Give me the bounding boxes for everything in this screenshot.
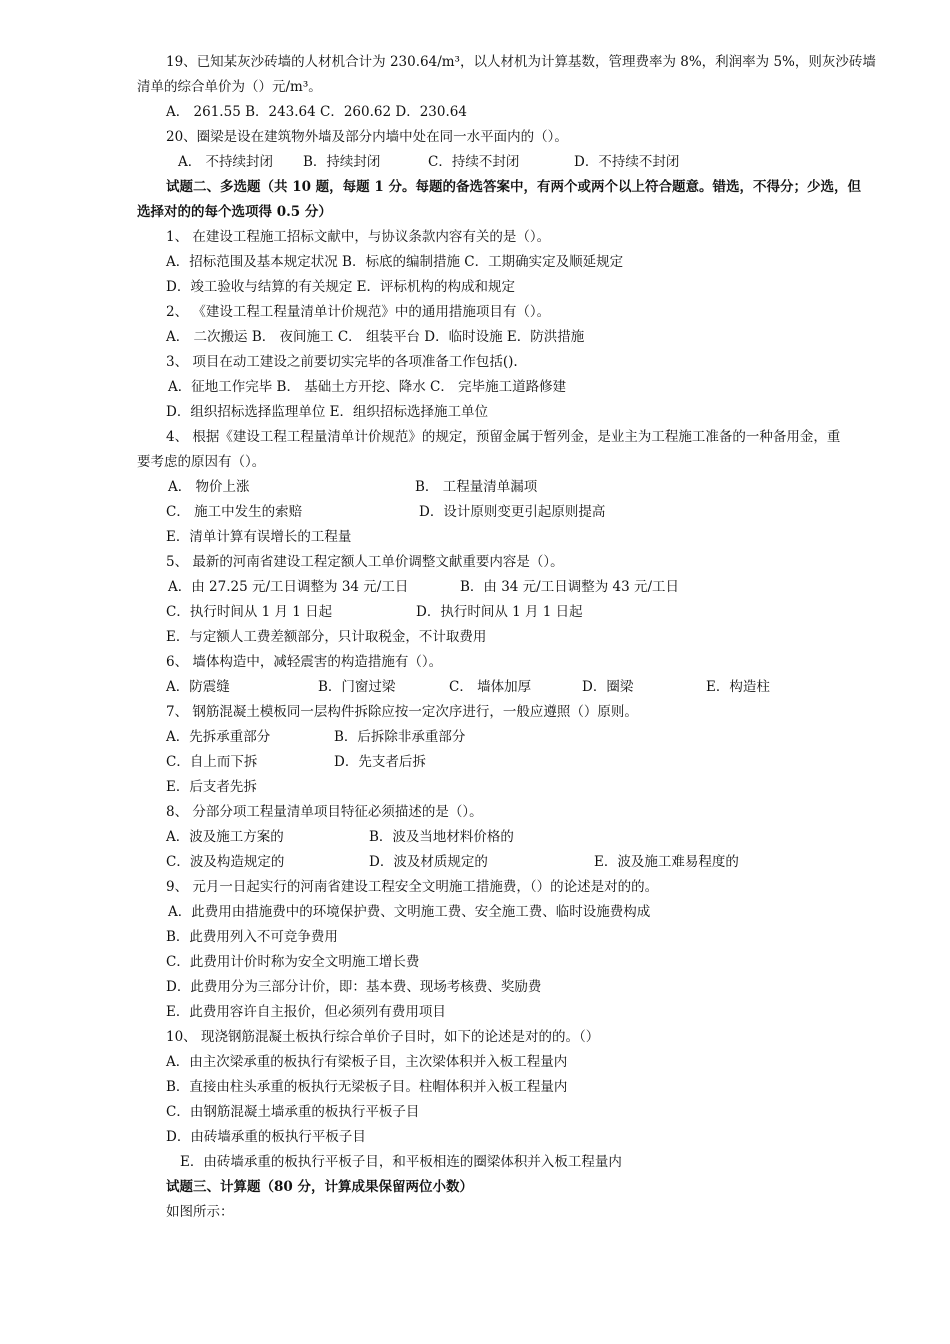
m9-option-e: E．此费用容许自主报价，但必须列有费用项目 [166,1004,446,1020]
m8-option-d: D．波及材质规定的 [369,854,488,870]
q20-stem: 20、圈梁是设在建筑物外墙及部分内墙中处在同一水平面内的（）。 [166,129,568,145]
m10-option-e: E．由砖墙承重的板执行平板子目，和平板相连的圈梁体积并入板工程量内 [180,1154,622,1170]
m1-options-row1: A．招标范围及基本规定状况 B．标底的编制措施 C．工期确实定及顺延规定 [166,254,624,270]
m8-option-b: B．波及当地材料价格的 [369,829,514,845]
section2-heading-line1: 试题二、多选题（共 10 题，每题 1 分。每题的备选答案中，有两个或两个以上符合题意。错选，不得分；少选，但 [166,179,861,195]
m7-option-e: E．后支者先拆 [166,779,257,795]
m4-option-e: E．清单计算有误增长的工程量 [166,529,352,545]
m3-options-row2: D．组织招标选择监理单位 E．组织招标选择施工单位 [166,404,488,420]
m1-stem: 1、 在建设工程施工招标文献中，与协议条款内容有关的是（）。 [166,229,551,245]
section3-note: 如图所示： [166,1204,234,1220]
m5-option-c: C．执行时间从 1 月 1 日起 [166,604,333,620]
section2-heading-line2: 选择对的的每个选项得 0.5 分） [137,204,332,220]
m6-stem: 6、 墙体构造中，减轻震害的构造措施有（）。 [166,654,443,670]
m5-option-a: A．由 27.25 元/工日调整为 34 元/工日 [168,579,409,595]
m5-option-e: E．与定额人工费差额部分，只计取税金，不计取费用 [166,629,487,645]
m10-option-d: D．由砖墙承重的板执行平板子目 [166,1129,366,1145]
q20-option-b: B．持续封闭 [303,154,381,170]
m9-stem: 9、 元月一日起实行的河南省建设工程安全文明施工措施费，（）的论述是对的的。 [166,879,659,895]
m3-stem: 3、 项目在动工建设之前要切实完毕的各项准备工作包括(). [166,354,518,370]
m5-option-d: D．执行时间从 1 月 1 日起 [416,604,583,620]
q19-line2: 清单的综合单价为（）元/m³。 [137,79,322,95]
m5-stem: 5、 最新的河南省建设工程定额人工单价调整文献重要内容是（）。 [166,554,564,570]
m9-option-c: C．此费用计价时称为安全文明施工增长费 [166,954,420,970]
m4-option-b: B． 工程量清单漏项 [415,479,538,495]
m8-option-a: A．波及施工方案的 [166,829,284,845]
m6-option-d: D．圈梁 [582,679,634,695]
m6-option-b: B．门窗过梁 [318,679,396,695]
m4-option-d: D．设计原则变更引起原则提高 [419,504,606,520]
q20-option-a: A． 不持续封闭 [178,154,274,170]
m9-option-a: A．此费用由措施费中的环境保护费、文明施工费、安全施工费、临时设施费构成 [168,904,651,920]
m6-option-c: C． 墙体加厚 [449,679,532,695]
m10-option-b: B．直接由柱头承重的板执行无梁板子目。柱帽体积并入板工程量内 [166,1079,568,1095]
q19-line1: 19、已知某灰沙砖墙的人材机合计为 230.64/m³，以人材机为计算基数，管理费率为 8%，利润率为 5%，则灰沙砖墙 [166,54,876,70]
m10-option-a: A．由主次梁承重的板执行有梁板子目，主次梁体积并入板工程量内 [166,1054,568,1070]
m10-option-c: C．由钢筋混凝土墙承重的板执行平板子目 [166,1104,420,1120]
q19-options: A． 261.55 B．243.64 C．260.62 D．230.64 [166,104,467,120]
m8-option-c: C．波及构造规定的 [166,854,285,870]
m4-line1: 4、 根据《建设工程工程量清单计价规范》的规定，预留金属于暂列金，是业主为工程施工准备的一种备用金，重 [166,429,841,445]
m2-options-row1: A． 二次搬运 B． 夜间施工 C． 组装平台 D．临时设施 E．防洪措施 [166,329,585,345]
m9-option-b: B．此费用列入不可竞争费用 [166,929,338,945]
m5-option-b: B．由 34 元/工日调整为 43 元/工日 [460,579,680,595]
m8-stem: 8、 分部分项工程量清单项目特征必须描述的是（）。 [166,804,483,820]
m9-option-d: D．此费用分为三部分计价，即：基本费、现场考核费、奖励费 [166,979,542,995]
m3-options-row1: A．征地工作完毕 B． 基础土方开挖、降水 C． 完毕施工道路修建 [168,379,567,395]
m2-stem: 2、 《建设工程工程量清单计价规范》中的通用措施项目有（）。 [166,304,551,320]
m8-option-e: E．波及施工难易程度的 [594,854,739,870]
m7-option-c: C．自上而下拆 [166,754,258,770]
section3-heading: 试题三、计算题（80 分，计算成果保留两位小数） [166,1179,473,1195]
m7-stem: 7、 钢筋混凝土模板同一层构件拆除应按一定次序进行，一般应遵照（）原则。 [166,704,638,720]
m4-option-a: A． 物价上涨 [168,479,250,495]
m6-option-e: E．构造柱 [706,679,770,695]
m4-line2: 要考虑的原因有（）。 [137,454,266,470]
m7-option-a: A．先拆承重部分 [166,729,271,745]
m4-option-c: C． 施工中发生的索赔 [166,504,303,520]
q20-option-c: C．持续不封闭 [428,154,520,170]
m10-stem: 10、 现浇钢筋混凝土板执行综合单价子目时，如下的论述是对的的。（） [166,1029,600,1045]
m7-option-b: B．后拆除非承重部分 [334,729,466,745]
q20-option-d: D．不持续不封闭 [574,154,680,170]
m6-option-a: A．防震缝 [166,679,230,695]
m7-option-d: D．先支者后拆 [334,754,426,770]
m1-options-row2: D．竣工验收与结算的有关规定 E．评标机构的构成和规定 [166,279,515,295]
